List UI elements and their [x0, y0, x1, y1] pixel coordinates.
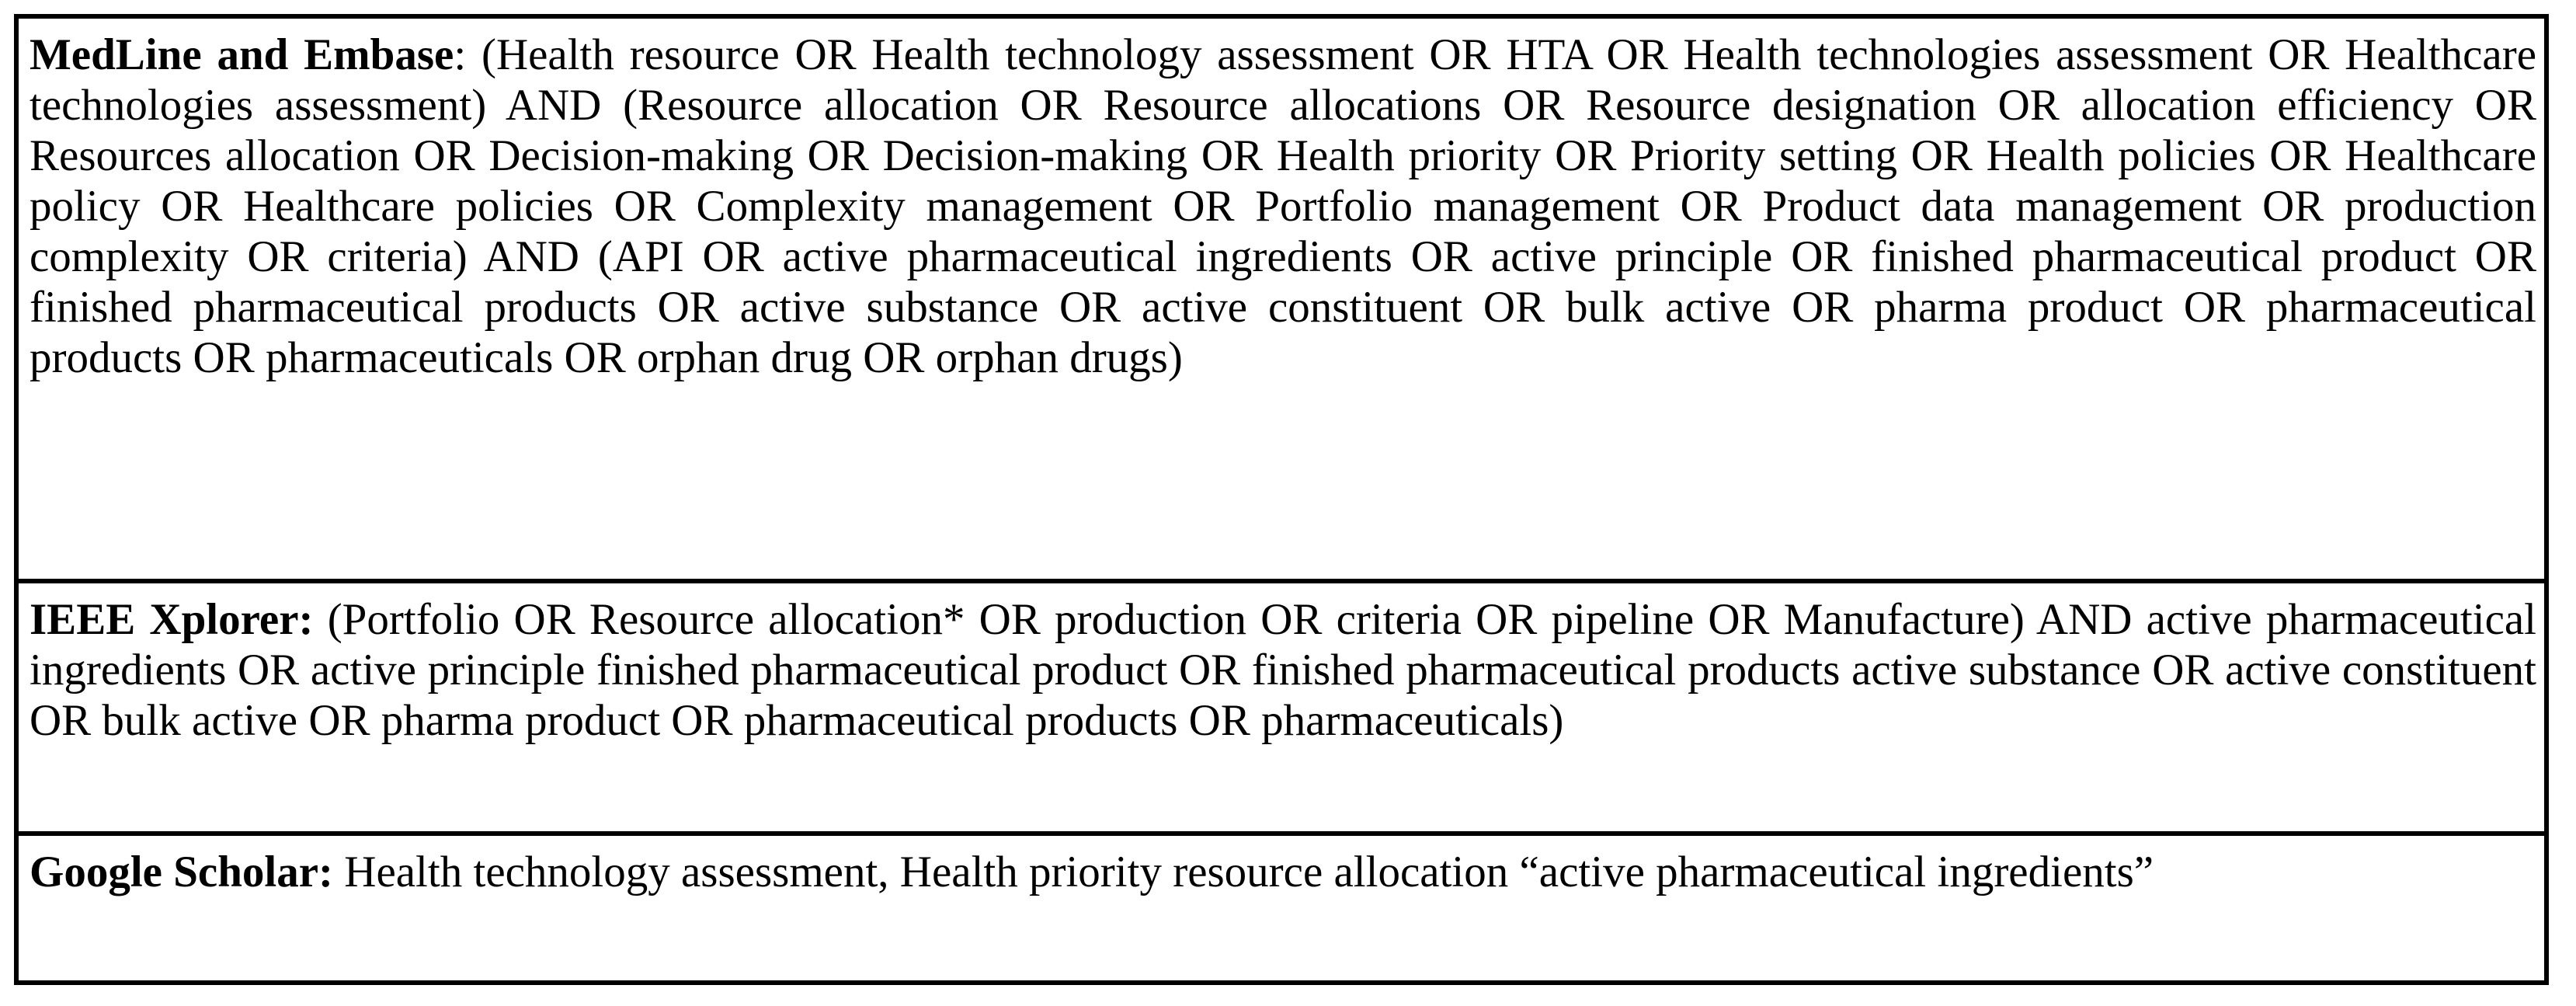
search-query: Health technology assessment, Health priority resource allocation “active pharmaceutical ingredients” [344, 848, 2154, 896]
search-strategy-table [14, 14, 2549, 985]
table-row-medline-embase [19, 19, 2544, 579]
database-label: IEEE Xplorer: [30, 595, 314, 644]
table-row-ieee-xplorer [19, 579, 2544, 831]
database-label: MedLine and Embase [30, 30, 454, 79]
label-separator [333, 848, 344, 896]
database-label: Google Scholar: [30, 848, 334, 896]
label-separator: : [454, 30, 481, 79]
search-query: (Health resource OR Health technology assessment OR HTA OR Health technologies assessment OR Healthcare technologies assessment) AND (Resource allocation OR Resource allocations OR Resource designation OR allocation efficiency OR Resources allocation OR Decision-making OR Decision-making OR Health priority OR Priority setting OR Health policies OR Healthcare policy OR Healthcare policies OR Complexity management OR Portfolio management OR Product data management OR production complexity OR criteria) AND (API OR active pharmaceutical ingredients OR active principle OR finished pharmaceutical product OR finished pharmaceutical products OR active substance OR active constituent OR bulk active OR pharma product OR pharmaceutical products OR pharmaceuticals OR orphan drug OR orphan drugs) [30, 30, 2536, 382]
table-row-google-scholar [19, 831, 2544, 980]
search-query: (Portfolio OR Resource allocation* OR production OR criteria OR pipeline OR Manufacture) AND active pharmaceutical ingredients OR active principle finished pharmaceutical product OR finished pharmaceutical products active substance OR active constituent OR bulk active OR pharma product OR pharmaceutical products OR pharmaceuticals) [30, 595, 2536, 745]
label-separator [314, 595, 328, 644]
